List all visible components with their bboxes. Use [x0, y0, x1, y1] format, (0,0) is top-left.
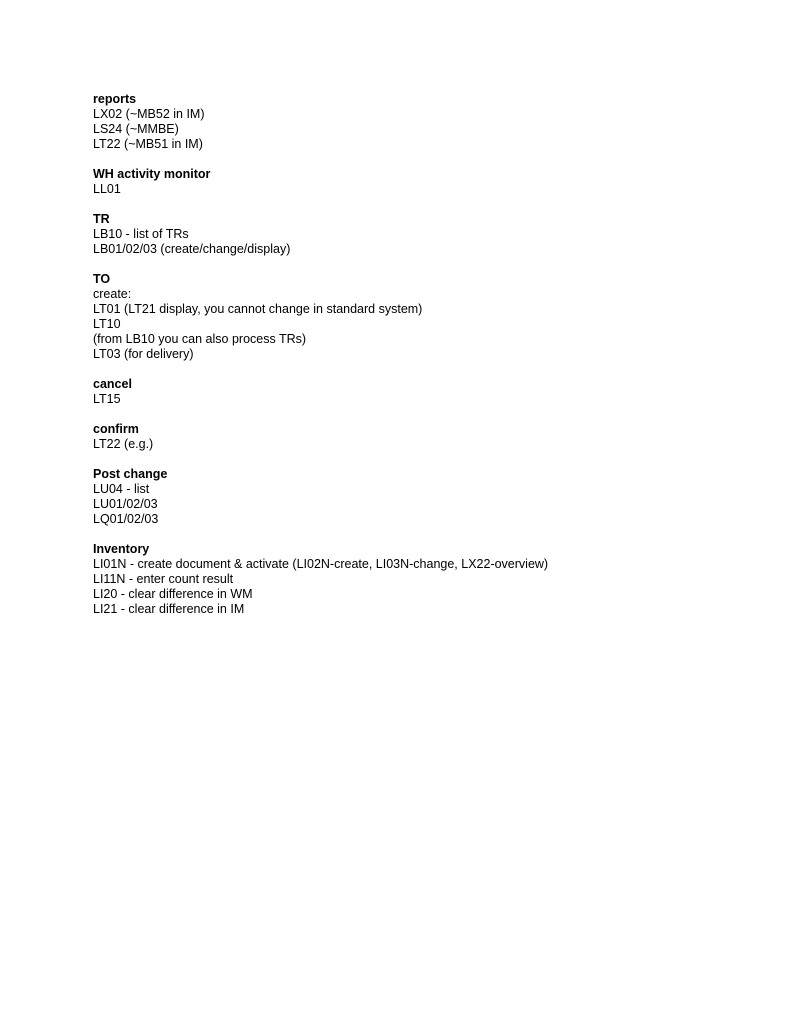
text-line: LB01/02/03 (create/change/display)	[93, 242, 291, 256]
text-line: LI21 - clear difference in IM	[93, 602, 245, 616]
text-line: LT22 (e.g.)	[93, 437, 154, 451]
text-line: (from LB10 you can also process TRs)	[93, 332, 307, 346]
section-wh-activity-monitor	[93, 167, 773, 197]
text-line: LS24 (~MMBE)	[93, 122, 179, 136]
section-heading: confirm	[93, 422, 139, 436]
section-post-change	[93, 467, 773, 527]
section-heading: Inventory	[93, 542, 150, 556]
text-line: LL01	[93, 182, 121, 196]
section-to	[93, 272, 773, 362]
section-heading: WH activity monitor	[93, 167, 211, 181]
section-confirm	[93, 422, 773, 452]
text-line: LX02 (~MB52 in IM)	[93, 107, 205, 121]
section-heading: TR	[93, 212, 110, 226]
section-heading: Post change	[93, 467, 168, 481]
text-line: LI20 - clear difference in WM	[93, 587, 253, 601]
section-heading: cancel	[93, 377, 132, 391]
text-line: LI01N - create document & activate (LI02N-create, LI03N-change, LX22-overview)	[93, 557, 549, 571]
section-tr	[93, 212, 773, 257]
document-body	[93, 92, 773, 632]
section-heading: TO	[93, 272, 111, 286]
text-line: LI11N - enter count result	[93, 572, 234, 586]
section-heading: reports	[93, 92, 137, 106]
text-line: LU01/02/03	[93, 497, 158, 511]
text-line: LT22 (~MB51 in IM)	[93, 137, 203, 151]
text-line: LT15	[93, 392, 121, 406]
text-line: LB10 - list of TRs	[93, 227, 189, 241]
section-cancel	[93, 377, 773, 407]
text-line: create:	[93, 287, 132, 301]
text-line: LT10	[93, 317, 121, 331]
section-reports	[93, 92, 773, 152]
text-line: LT03 (for delivery)	[93, 347, 194, 361]
text-line: LT01 (LT21 display, you cannot change in standard system)	[93, 302, 423, 316]
section-inventory	[93, 542, 773, 617]
text-line: LQ01/02/03	[93, 512, 159, 526]
text-line: LU04 - list	[93, 482, 150, 496]
